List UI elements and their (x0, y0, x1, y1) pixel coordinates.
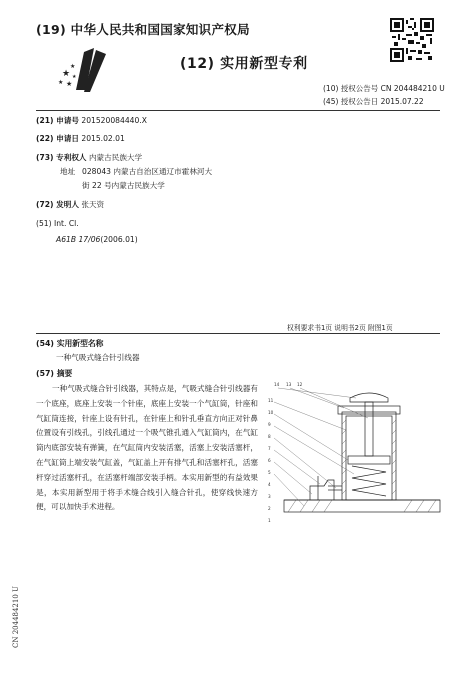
abstract-body: 一种气吸式缝合针引线器，其特点是，气吸式缝合针引线器有一个底座，底座上安装一个针座，底座上安装一个气缸筒，针座和气缸筒连接，针座上设有针孔，在针座上和针孔垂直方向正对针鼻位置设有引线孔，引线孔通过一个吸气锥孔通入气缸筒内，在气缸筒内底部安装有弹簧，在气缸筒内安装活塞，活塞上安装活塞杆，在气缸筒上端安装气缸盖，气缸盖上开有排气孔和活塞杆孔，活塞杆穿过活塞杆孔，在活塞杆端部安装手柄。本实用新型的有益效果是，本实用新型用于将手术缝合线引入缝合针孔，使穿线快速方便，可以加快手术进程。 (36, 384, 258, 512)
title-label-text: (54) 实用新型名称 (36, 339, 104, 348)
figure-label: 13 (286, 382, 292, 387)
patentee-row (36, 152, 142, 165)
qr-code (390, 18, 434, 62)
spring (352, 466, 386, 496)
filing-date: 2015.02.01 (81, 134, 125, 143)
publication-date: (45) 授权公告日 2015.07.22 (323, 97, 424, 106)
filing-date-label: (22) 申请日 (36, 134, 79, 143)
publication-number: (10) 授权公告号 CN 204484210 U (323, 84, 445, 93)
figure-label: 1 (268, 518, 271, 523)
abstract-label (36, 368, 72, 381)
document-type: (12) 实用新型专利 (180, 56, 308, 72)
figure-label: 7 (268, 446, 271, 451)
application-number-label: (21) 申请号 (36, 116, 79, 125)
office-header: (19) 中华人民共和国国家知识产权局 (36, 22, 250, 37)
patent-drawing (264, 374, 444, 542)
filing-date-row (36, 133, 125, 146)
figure-label: 11 (268, 398, 274, 403)
patentee: 内蒙古民族大学 (88, 153, 143, 162)
figure-label: 3 (268, 494, 271, 499)
svg-text:★: ★ (58, 79, 64, 86)
title-label (36, 338, 103, 351)
figure-label: 8 (268, 434, 271, 439)
svg-text:★: ★ (66, 80, 73, 88)
inventor-row (36, 199, 104, 212)
svg-text:★: ★ (72, 74, 77, 80)
figure-label: 9 (268, 422, 271, 427)
ipc-code: A61B 17/06 (56, 235, 101, 244)
ipc-edition: (2006.01) (100, 235, 138, 244)
counts-divider (36, 333, 440, 334)
piston (348, 456, 390, 464)
figure-label: 6 (268, 458, 271, 463)
application-number: 201520084440.X (81, 116, 147, 125)
application-number-row (36, 115, 147, 128)
handle (350, 393, 388, 402)
figure-label: 4 (268, 482, 271, 487)
figure-label: 10 (268, 410, 274, 415)
svg-text:★: ★ (70, 63, 76, 70)
cnipa-logo (56, 44, 126, 96)
inventor-label: (72) 发明人 (36, 200, 79, 209)
figure-label: 2 (268, 506, 271, 511)
inventor: 张天资 (81, 200, 105, 209)
figure-label: 12 (297, 382, 303, 387)
side-publication-id: CN 204484210 U (12, 586, 20, 648)
svg-text:★: ★ (62, 69, 71, 79)
publication-block (323, 82, 445, 108)
abstract-label-text: (57) 摘要 (36, 369, 73, 378)
header-divider (36, 110, 440, 111)
figure-label: 5 (268, 470, 271, 475)
cylinder-cap (338, 406, 400, 414)
base-plate (284, 500, 440, 512)
figure-label: 14 (274, 382, 280, 387)
utility-model-title: 一种气吸式缝合针引线器 (56, 353, 140, 362)
address-line-1: 028043 内蒙古自治区通辽市霍林河大 (82, 167, 213, 176)
int-cl-label: (51) Int. Cl. (36, 219, 79, 228)
patentee-label: (73) 专利权人 (36, 153, 87, 162)
abstract-text (36, 382, 258, 515)
page-counts: 权利要求书1页 说明书2页 附图1页 (287, 324, 393, 332)
piston-rod (365, 402, 373, 456)
address-line-2: 街 22 号内蒙古民族大学 (82, 181, 165, 190)
address-label: 地址 (60, 167, 76, 176)
ipc-classification (56, 234, 138, 247)
